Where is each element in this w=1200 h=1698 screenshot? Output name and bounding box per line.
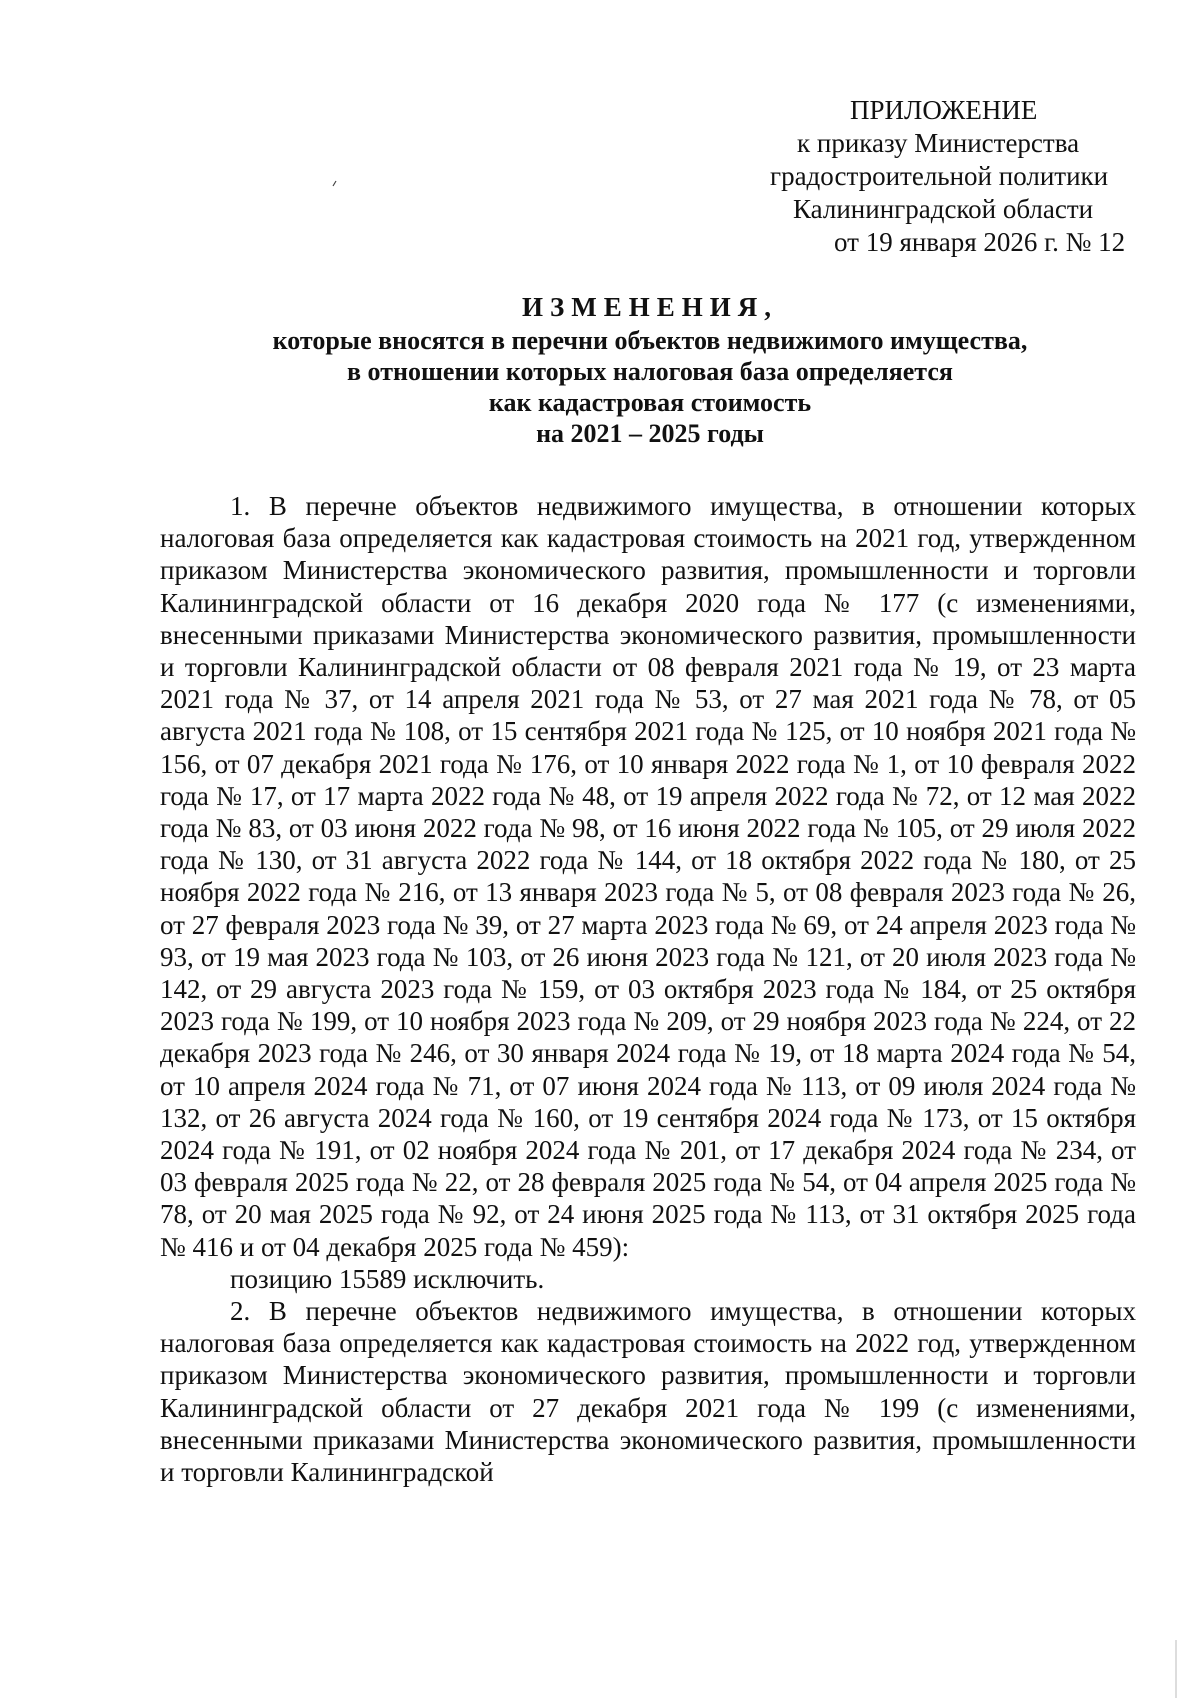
document-heading bbox=[160, 292, 1140, 449]
scan-speck bbox=[333, 181, 336, 186]
appendix-date-line: от 19 января 2026 г. № 12 bbox=[834, 227, 1126, 257]
heading-line: как кадастровая стоимость bbox=[488, 388, 812, 417]
appendix-title: ПРИЛОЖЕНИЕ bbox=[850, 95, 1038, 125]
appendix-line: градостроительной политики bbox=[770, 161, 1109, 191]
document-body bbox=[160, 490, 1136, 1488]
heading-line: на 2021 – 2025 годы bbox=[536, 419, 764, 448]
paragraph-item-2: 2. В перечне объектов недвижимого имущества, в отношении которых налоговая база определяется как кадастровая стоимость на 2022 год, утвержденном приказом Министерства экономического развития, промышленности и торговли Калининградской области от 27 декабря 2021 года № 199 (с изменениями, внесенными приказами Министерства экономического развития, промышленности и торговли Калининградской bbox=[160, 1296, 1136, 1488]
document-title: ИЗМЕНЕНИЯ, bbox=[521, 292, 778, 322]
appendix-line: к приказу Министерства bbox=[797, 128, 1080, 158]
paragraph-item-1: 1. В перечне объектов недвижимого имущества, в отношении которых налоговая база определяется как кадастровая стоимость на 2021 год, утвержденном приказом Министерства экономического развития, промышленности и торговли Калининградской области от 16 декабря 2020 года № 177 (с изменениями, внесенными приказами Министерства экономического развития, промышленности и торговли Калининградской области от 08 февраля 2021 года № 19, от 23 марта 2021 года № 37, от 14 апреля 2021 года № 53, от 27 мая 2021 года № 78, от 05 августа 2021 года № 108, от 15 сентября 2021 года № 125, от 10 ноября 2021 года № 156, от 07 декабря 2021 года № 176, от 10 января 2022 года № 1, от 10 февраля 2022 года № 17, от 17 марта 2022 года № 48, от 19 апреля 2022 года № 72, от 12 мая 2022 года № 83, от 03 июня 2022 года № 98, от 16 июня 2022 года № 105, от 29 июля 2022 года № 130, от 31 августа 2022 года № 144, от 18 октября 2022 года № 180, от 25 ноября 2022 года № 216, от 13 января 2023 года № 5, от 08 февраля 2023 года № 26, от 27 февраля 2023 года № 39, от 27 марта 2023 года № 69, от 24 апреля 2023 года № 93, от 19 мая 2023 года № 103, от 26 июня 2023 года № 121, от 20 июля 2023 года № 142, от 29 августа 2023 года № 159, от 03 октября 2023 года № 184, от 25 октября 2023 года № 199, от 10 ноября 2023 года № 209, от 29 ноября 2023 года № 224, от 22 декабря 2023 года № 246, от 30 января 2024 года № 19, от 18 марта 2024 года № 54, от 10 апреля 2024 года № 71, от 07 июня 2024 года № 113, от 09 июля 2024 года № 132, от 26 августа 2024 года № 160, от 19 сентября 2024 года № 173, от 15 октября 2024 года № 191, от 02 ноября 2024 года № 201, от 17 декабря 2024 года № 234, от 03 февраля 2025 года № 22, от 28 февраля 2025 года № 54, от 04 апреля 2025 года № 78, от 20 мая 2025 года № 92, от 24 июня 2025 года № 113, от 31 октября 2025 года № 416 и от 04 декабря 2025 года № 459): bbox=[160, 491, 1136, 1262]
heading-line: в отношении которых налоговая база определяется bbox=[347, 357, 953, 386]
heading-line: которые вносятся в перечни объектов недвижимого имущества, bbox=[272, 326, 1028, 355]
appendix-line: Калининградской области bbox=[793, 194, 1094, 224]
appendix-header bbox=[755, 94, 1135, 259]
paragraph-exclusion: позицию 15589 исключить. bbox=[230, 1263, 545, 1294]
